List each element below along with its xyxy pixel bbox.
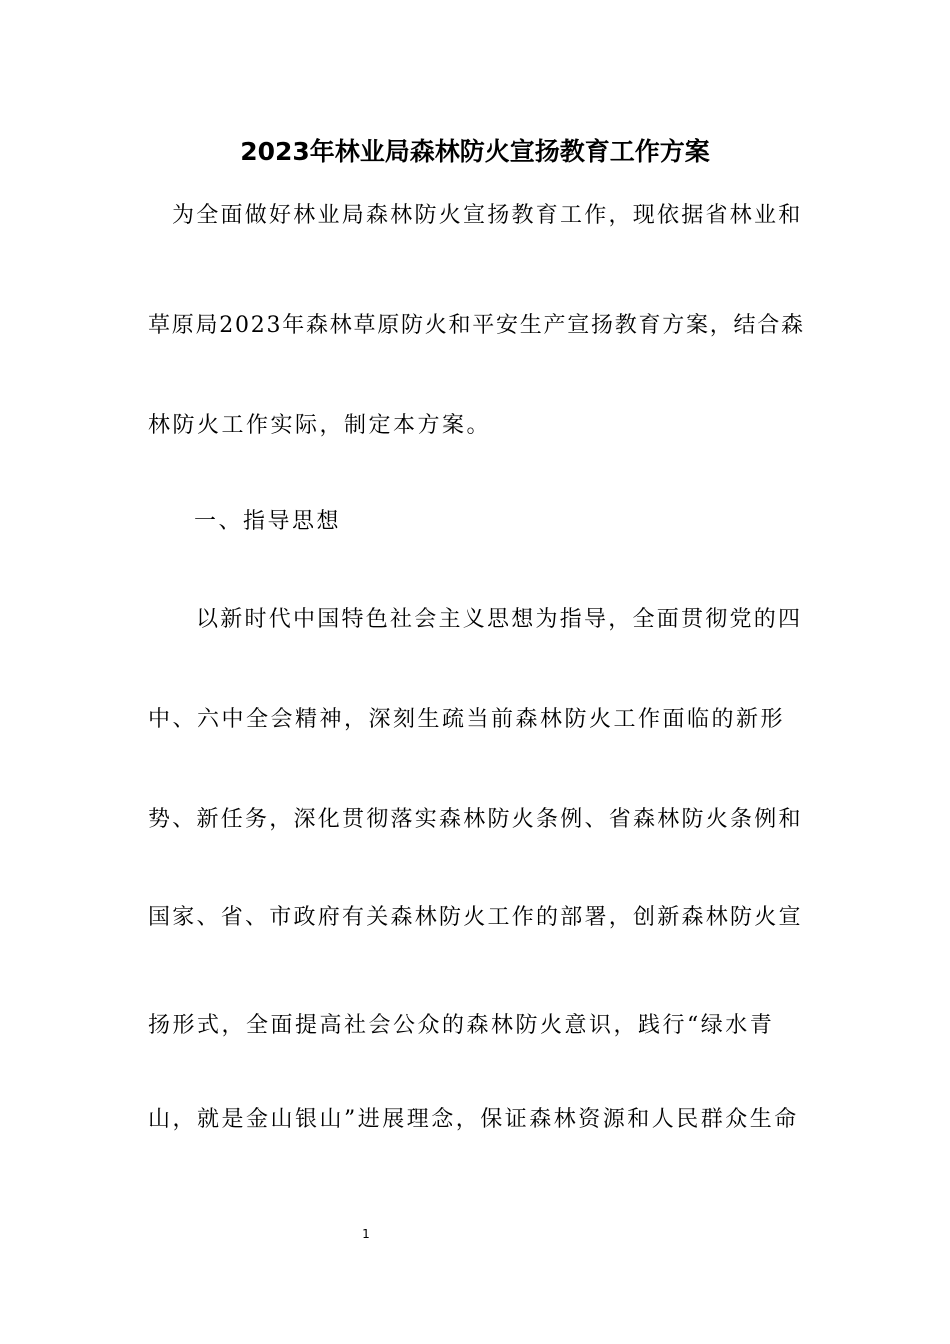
body-line-6: 中、六中全会精神，深刻生疏当前森林防火工作面临的新形 — [148, 707, 786, 732]
body-line-5: 以新时代中国特色社会主义思想为指导，全面贯彻党的四 — [196, 607, 803, 632]
body-line-3: 林防火工作实际，制定本方案。 — [148, 413, 492, 438]
body-line-10: 山，就是金山银山”进展理念，保证森林资源和人民群众生命 — [148, 1107, 799, 1132]
body-line-2: 草原局2023年森林草原防火和平安生产宣扬教育方案，结合森 — [148, 313, 805, 338]
body-line-7: 势、新任务，深化贯彻落实森林防火条例、省森林防火条例和 — [148, 807, 803, 832]
body-line-9: 扬形式，全面提高社会公众的森林防火意识，践行“绿水青 — [148, 1013, 775, 1038]
body-line-8: 国家、省、市政府有关森林防火工作的部署，创新森林防火宣 — [148, 905, 803, 930]
body-line-1: 为全面做好林业局森林防火宣扬教育工作，现依据省林业和 — [172, 203, 803, 228]
document-title: 2023年林业局森林防火宣扬教育工作方案 — [240, 137, 710, 166]
page-number: 1 — [362, 1227, 370, 1241]
section-heading-guiding-ideology: 一、指导思想 — [194, 509, 342, 534]
